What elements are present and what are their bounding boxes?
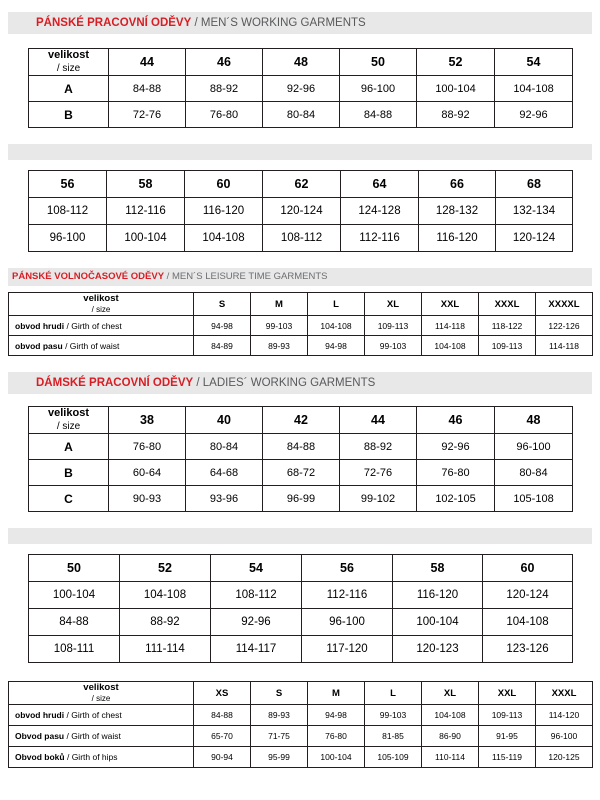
row-label-cz: obvod hrudi [15,710,65,720]
row-label-cz: Obvod pasu [15,731,65,741]
measurement-cell: 114-117 [211,636,302,663]
measurement-cell: 104-108 [308,316,365,336]
measurement-cell: 99-103 [365,705,422,726]
measurement-cell: 60-64 [109,460,186,486]
table-row [29,225,573,252]
measurement-cell: 104-108 [185,225,263,252]
row-label-cz: obvod hrudi [15,320,65,331]
size-header: 68 [496,171,573,198]
measurement-cell: 80-84 [186,434,263,460]
size-label-cz: velikost [83,682,119,693]
measurement-cell: 84-89 [194,336,251,356]
row-label-en: / Girth of chest [66,320,122,331]
table-ladies-working-sizes-50-60 [28,554,573,663]
size-header: XXXL [479,293,536,316]
measurement-cell: 89-93 [251,336,308,356]
size-header: 44 [340,407,417,434]
table-row [9,293,593,316]
size-header: 54 [211,555,302,582]
size-header: S [194,293,251,316]
measurement-cell: 104-108 [422,336,479,356]
measurement-cell: 120-124 [263,198,341,225]
measurement-cell: 96-100 [302,609,393,636]
measurement-cell: 92-96 [417,434,495,460]
measurement-cell: 84-88 [340,102,417,128]
measurement-cell: 114-120 [536,705,593,726]
heading-title-cz: PÁNSKÉ PRACOVNÍ ODĚVY [36,17,192,29]
spacer-bar-1 [8,144,592,160]
size-header-cell [9,682,194,705]
measurement-cell: 100-104 [308,747,365,768]
size-header: 52 [417,49,495,76]
size-header-cell [29,49,109,76]
size-label-en: / size [91,305,111,314]
table-mens-leisure [8,292,593,356]
measurement-cell: 120-123 [393,636,483,663]
measurement-cell: 120-124 [496,225,573,252]
measurement-cell: 76-80 [186,102,263,128]
section-heading-ladies-working [8,372,592,394]
measurement-cell: 90-93 [109,486,186,512]
row-label: B [29,460,109,486]
measurement-cell: 80-84 [495,460,573,486]
measurement-cell: 114-118 [536,336,593,356]
size-header: 40 [186,407,263,434]
size-label-cz: velikost [83,293,119,304]
measurement-cell: 95-99 [251,747,308,768]
table-row [9,726,593,747]
measurement-cell: 64-68 [186,460,263,486]
measurement-cell: 105-109 [365,747,422,768]
size-header: 56 [29,171,107,198]
size-label-cz: velikost [48,407,89,419]
measurement-cell: 117-120 [302,636,393,663]
measurement-cell: 65-70 [194,726,251,747]
size-header: 46 [417,407,495,434]
size-header: 66 [419,171,496,198]
measurement-cell: 112-116 [302,582,393,609]
size-header: 52 [120,555,211,582]
measurement-cell: 89-93 [251,705,308,726]
heading-title-cz: PÁNSKÉ VOLNOČASOVÉ ODĚVY [12,271,165,282]
measurement-cell: 104-108 [120,582,211,609]
table-row [9,682,593,705]
size-header: 64 [341,171,419,198]
measurement-cell: 94-98 [308,336,365,356]
table-row [29,460,573,486]
row-label [9,316,194,336]
row-label: C [29,486,109,512]
size-header: 46 [186,49,263,76]
measurement-cell: 86-90 [422,726,479,747]
measurement-cell: 84-88 [29,609,120,636]
measurement-cell: 104-108 [495,76,573,102]
measurement-cell: 84-88 [109,76,186,102]
size-header: 44 [109,49,186,76]
measurement-cell: 96-100 [495,434,573,460]
measurement-cell: 88-92 [340,434,417,460]
size-label-en: / size [56,63,81,74]
row-label [9,705,194,726]
size-header: 42 [263,407,340,434]
row-label-en: / Girth of hips [66,752,118,762]
row-label: A [29,434,109,460]
measurement-cell: 104-108 [422,705,479,726]
measurement-cell: 109-113 [479,336,536,356]
measurement-cell: 81-85 [365,726,422,747]
size-header: XL [365,293,422,316]
measurement-cell: 94-98 [194,316,251,336]
table-ladies-working-sizes-38-48 [28,406,573,512]
row-label-en: / Girth of waist [65,340,120,351]
table-row [29,609,573,636]
table-row [29,49,573,76]
table-row [29,102,573,128]
size-header-cell [29,407,109,434]
measurement-cell: 116-120 [185,198,263,225]
measurement-cell: 109-113 [365,316,422,336]
row-label [9,747,194,768]
size-header: XS [194,682,251,705]
table-row [29,198,573,225]
table-row [29,555,573,582]
table-row [9,336,593,356]
measurement-cell: 108-112 [211,582,302,609]
heading-title-en: / MEN´S LEISURE TIME GARMENTS [166,271,328,282]
spacer-bar-2 [8,528,592,544]
table-row [29,171,573,198]
measurement-cell: 112-116 [341,225,419,252]
size-label-en: / size [56,421,81,432]
measurement-cell: 88-92 [186,76,263,102]
measurement-cell: 72-76 [109,102,186,128]
table-mens-working-sizes-56-68 [28,170,573,252]
size-header: S [251,682,308,705]
size-header: XXXL [536,682,593,705]
table-row [29,636,573,663]
measurement-cell: 105-108 [495,486,573,512]
size-label-en: / size [91,694,111,703]
measurement-cell: 104-108 [483,609,573,636]
size-header: XXL [422,293,479,316]
measurement-cell: 128-132 [419,198,496,225]
measurement-cell: 112-116 [107,198,185,225]
measurement-cell: 120-124 [483,582,573,609]
measurement-cell: 122-126 [536,316,593,336]
table-row [29,434,573,460]
measurement-cell: 132-134 [496,198,573,225]
measurement-cell: 108-111 [29,636,120,663]
section-heading-mens-leisure [8,268,592,286]
measurement-cell: 108-112 [29,198,107,225]
measurement-cell: 68-72 [263,460,340,486]
size-header-cell [9,293,194,316]
measurement-cell: 96-100 [29,225,107,252]
size-header: L [365,682,422,705]
measurement-cell: 99-103 [365,336,422,356]
table-mens-working-sizes-44-54 [28,48,573,128]
measurement-cell: 80-84 [263,102,340,128]
measurement-cell: 96-100 [536,726,593,747]
measurement-cell: 99-102 [340,486,417,512]
table-row [29,407,573,434]
measurement-cell: 72-76 [340,460,417,486]
measurement-cell: 100-104 [417,76,495,102]
size-header: 56 [302,555,393,582]
measurement-cell: 111-114 [120,636,211,663]
measurement-cell: 123-126 [483,636,573,663]
measurement-cell: 96-99 [263,486,340,512]
measurement-cell: 100-104 [393,609,483,636]
size-header: 60 [185,171,263,198]
row-label [9,336,194,356]
size-header: 62 [263,171,341,198]
measurement-cell: 84-88 [194,705,251,726]
measurement-cell: 71-75 [251,726,308,747]
measurement-cell: 115-119 [479,747,536,768]
table-ladies-leisure [8,681,593,768]
row-label-cz: Obvod boků [15,752,65,762]
size-header: 54 [495,49,573,76]
size-header: 60 [483,555,573,582]
measurement-cell: 100-104 [107,225,185,252]
size-header: XXL [479,682,536,705]
table-row [29,76,573,102]
table-row [9,705,593,726]
table-row [29,486,573,512]
heading-title-cz: DÁMSKÉ PRACOVNÍ ODĚVY [36,377,194,389]
size-header: 58 [107,171,185,198]
heading-title-en: / MEN´S WORKING GARMENTS [194,17,366,29]
measurement-cell: 116-120 [419,225,496,252]
measurement-cell: 93-96 [186,486,263,512]
measurement-cell: 110-114 [422,747,479,768]
row-label: B [29,102,109,128]
measurement-cell: 118-122 [479,316,536,336]
measurement-cell: 116-120 [393,582,483,609]
table-row [9,747,593,768]
size-header: 50 [29,555,120,582]
measurement-cell: 76-80 [109,434,186,460]
measurement-cell: 100-104 [29,582,120,609]
measurement-cell: 124-128 [341,198,419,225]
measurement-cell: 108-112 [263,225,341,252]
measurement-cell: 84-88 [263,434,340,460]
measurement-cell: 76-80 [308,726,365,747]
measurement-cell: 94-98 [308,705,365,726]
measurement-cell: 92-96 [211,609,302,636]
row-label-cz: obvod pasu [15,340,63,351]
measurement-cell: 99-103 [251,316,308,336]
measurement-cell: 88-92 [417,102,495,128]
row-label [9,726,194,747]
measurement-cell: 96-100 [340,76,417,102]
measurement-cell: 91-95 [479,726,536,747]
size-header: 50 [340,49,417,76]
row-label: A [29,76,109,102]
table-row [9,316,593,336]
measurement-cell: 114-118 [422,316,479,336]
table-row [29,582,573,609]
row-label-en: / Girth of chest [66,710,122,720]
size-header: M [308,682,365,705]
measurement-cell: 88-92 [120,609,211,636]
size-header: XXXXL [536,293,593,316]
size-header: 58 [393,555,483,582]
measurement-cell: 90-94 [194,747,251,768]
size-header: 48 [263,49,340,76]
size-header: M [251,293,308,316]
heading-title-en: / LADIES´ WORKING GARMENTS [196,377,376,389]
measurement-cell: 102-105 [417,486,495,512]
row-label-en: / Girth of waist [66,731,121,741]
measurement-cell: 92-96 [263,76,340,102]
measurement-cell: 120-125 [536,747,593,768]
size-header: XL [422,682,479,705]
size-header: 38 [109,407,186,434]
section-heading-mens-working [8,12,592,34]
measurement-cell: 109-113 [479,705,536,726]
size-header: 48 [495,407,573,434]
size-header: L [308,293,365,316]
measurement-cell: 76-80 [417,460,495,486]
size-label-cz: velikost [48,49,89,61]
measurement-cell: 92-96 [495,102,573,128]
